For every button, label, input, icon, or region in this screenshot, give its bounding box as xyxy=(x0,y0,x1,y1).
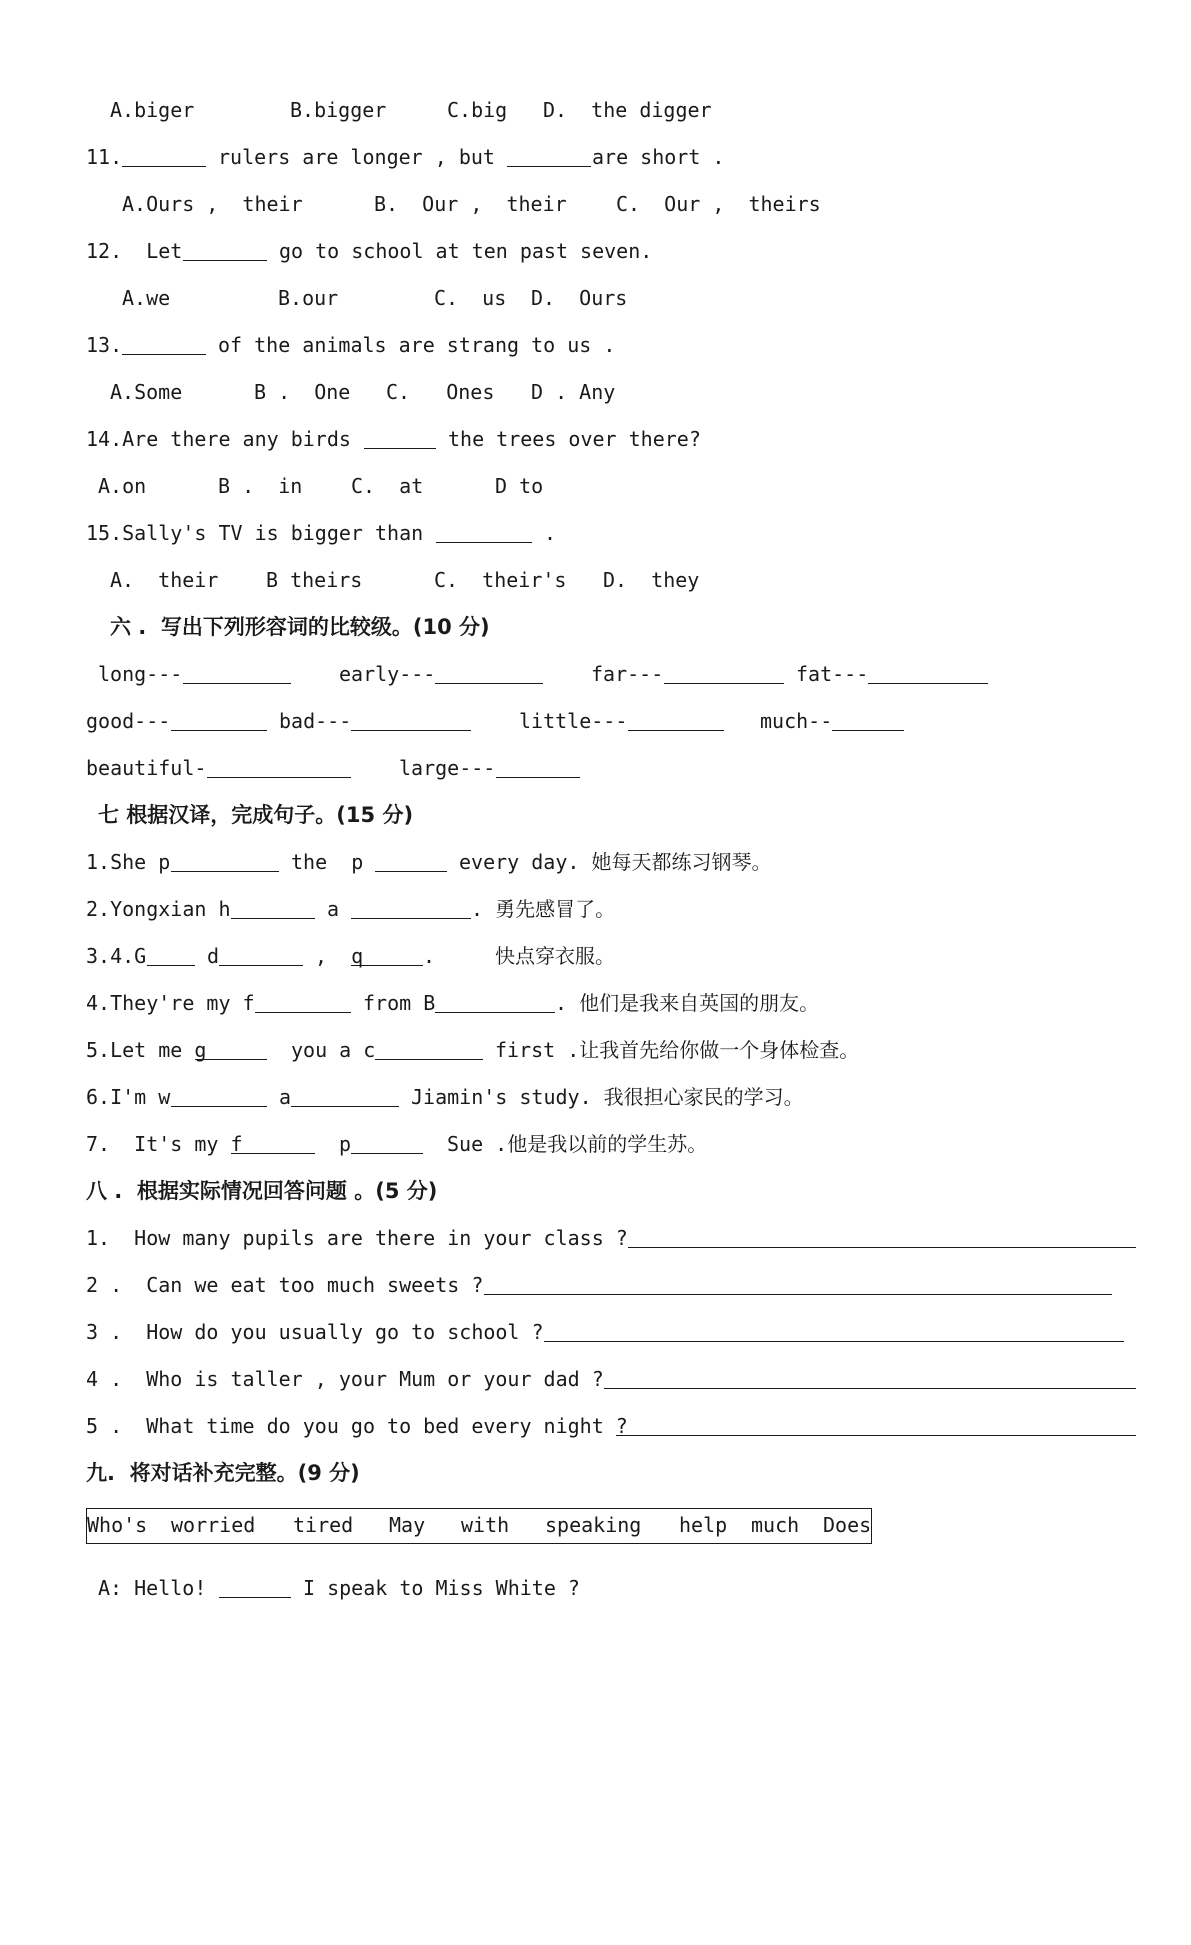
section-8-heading xyxy=(0,1171,438,1211)
sentence-1-blank-2[interactable] xyxy=(375,871,447,872)
adj-far: far--- xyxy=(591,662,664,686)
word-bank-item: worried xyxy=(171,1513,256,1537)
sentence-3-blank-2[interactable] xyxy=(219,965,303,966)
word-bank-box xyxy=(86,1508,872,1544)
question-4 xyxy=(0,1359,604,1399)
q12-option-b: B.our xyxy=(278,286,339,310)
sentence-7-text-3: Sue .他是我以前的学生苏。 xyxy=(447,1132,708,1156)
word-bank-words xyxy=(87,1505,872,1545)
sentence-4 xyxy=(0,983,820,1023)
sentence-7-blank-1[interactable] xyxy=(231,1153,315,1154)
q12-text-start: 12. Let xyxy=(86,239,183,263)
q13-number: 13. xyxy=(86,333,123,357)
q15-stem xyxy=(0,513,557,553)
q12-options xyxy=(0,278,628,318)
q11-option-c: C. Our , theirs xyxy=(616,192,821,216)
sentence-2 xyxy=(0,889,616,929)
adj-bad-blank[interactable] xyxy=(351,730,471,731)
word-bank-item: help xyxy=(679,1513,728,1537)
sentence-4-text-2: from B xyxy=(363,991,436,1015)
adj-far-blank[interactable] xyxy=(664,683,784,684)
sentence-6-text-2: a xyxy=(279,1085,292,1109)
q11-options xyxy=(0,184,821,224)
question-5-text: 5 . What time do you go to bed every night ? xyxy=(86,1414,628,1438)
sentence-5-blank-1[interactable] xyxy=(195,1059,267,1060)
adj-early-blank[interactable] xyxy=(435,683,543,684)
q13-text: of the animals are strang to us . xyxy=(218,333,616,357)
sentence-5-text-2: you a c xyxy=(291,1038,376,1062)
question-4-answer-line[interactable] xyxy=(604,1388,1136,1389)
q12-stem xyxy=(0,231,653,271)
q13-option-d: D . Any xyxy=(531,380,616,404)
question-1-text: 1. How many pupils are there in your class ? xyxy=(86,1226,628,1250)
section-6-heading xyxy=(0,607,490,647)
section-6-row-1 xyxy=(0,654,869,694)
adj-little: little--- xyxy=(519,709,628,733)
word-bank-item: Does xyxy=(823,1513,872,1537)
question-5-answer-line[interactable] xyxy=(616,1435,1136,1436)
sentence-1-text-3: every day. 她每天都练习钢琴。 xyxy=(459,850,772,874)
q11-stem xyxy=(0,137,725,177)
dialogue-a1-text-2: I speak to Miss White ? xyxy=(303,1576,580,1600)
sentence-3-text-2: d xyxy=(207,944,220,968)
q13-stem xyxy=(0,325,616,365)
adj-good-blank[interactable] xyxy=(171,730,267,731)
adj-good: good--- xyxy=(86,709,171,733)
word-bank-item: speaking xyxy=(545,1513,642,1537)
sentence-5-text-1: 5.Let me g xyxy=(86,1038,207,1062)
q12-text-end: go to school at ten past seven. xyxy=(279,239,653,263)
q15-option-b: B theirs xyxy=(266,568,363,592)
sentence-6 xyxy=(0,1077,804,1117)
question-2-answer-line[interactable] xyxy=(484,1294,1112,1295)
word-bank-item: Who's xyxy=(87,1513,148,1537)
q11-option-b: B. Our , their xyxy=(374,192,567,216)
word-bank-item: with xyxy=(461,1513,510,1537)
adj-large-blank[interactable] xyxy=(496,777,580,778)
q14-option-c: C. at xyxy=(351,474,424,498)
q13-option-b: B . One xyxy=(254,380,351,404)
sentence-7 xyxy=(0,1124,708,1164)
question-3-answer-line[interactable] xyxy=(544,1341,1124,1342)
section-9-heading-text: 九. 将对话补充完整。(9 分) xyxy=(86,1461,360,1485)
q10-option-a: A.biger xyxy=(110,98,195,122)
adj-bad: bad--- xyxy=(279,709,352,733)
q14-options xyxy=(0,466,544,506)
section-9-heading xyxy=(0,1453,360,1493)
sentence-2-blank-2[interactable] xyxy=(351,918,471,919)
q13-options xyxy=(0,372,616,412)
question-3-text: 3 . How do you usually go to school ? xyxy=(86,1320,544,1344)
section-6-row-3 xyxy=(0,748,496,788)
q10-option-d: D. the digger xyxy=(543,98,712,122)
sentence-3-text-4: . xyxy=(423,944,436,968)
section-7-heading-text: 七 根据汉译，完成句子。(15 分) xyxy=(98,803,414,827)
q14-option-a: A.on xyxy=(98,474,147,498)
q11-blank-1[interactable] xyxy=(122,166,206,167)
adj-large: large--- xyxy=(399,756,496,780)
sentence-7-text-2: p xyxy=(339,1132,352,1156)
sentence-1-blank-1[interactable] xyxy=(171,871,279,872)
adj-much-blank[interactable] xyxy=(832,730,904,731)
q14-text-start: 14.Are there any birds xyxy=(86,427,351,451)
question-1-answer-line[interactable] xyxy=(628,1247,1136,1248)
q10-option-c: C.big xyxy=(447,98,508,122)
adj-beautiful: beautiful- xyxy=(86,756,207,780)
question-4-text: 4 . Who is taller , your Mum or your dad ? xyxy=(86,1367,604,1391)
sentence-4-blank-1[interactable] xyxy=(255,1012,351,1013)
sentence-5-text-3: first .让我首先给你做一个身体检查。 xyxy=(495,1038,860,1062)
adj-long-blank[interactable] xyxy=(183,683,291,684)
q11-text-1: rulers are longer , but xyxy=(218,145,495,169)
sentence-4-blank-2[interactable] xyxy=(435,1012,555,1013)
sentence-5-blank-2[interactable] xyxy=(375,1059,483,1060)
adj-fat-blank[interactable] xyxy=(868,683,988,684)
word-bank-item: much xyxy=(751,1513,800,1537)
question-1 xyxy=(0,1218,628,1258)
q15-option-c: C. their's xyxy=(434,568,567,592)
sentence-6-blank-2[interactable] xyxy=(291,1106,399,1107)
sentence-5 xyxy=(0,1030,860,1070)
sentence-3-text-5: 快点穿衣服。 xyxy=(495,944,615,968)
sentence-2-blank-1[interactable] xyxy=(231,918,315,919)
q12-blank[interactable] xyxy=(183,260,267,261)
q14-text-end: the trees over there? xyxy=(448,427,701,451)
section-6-heading-text: 六 . 写出下列形容词的比较级。(10 分) xyxy=(110,615,490,639)
q12-option-a: A.we xyxy=(122,286,171,310)
q12-option-d: D. Ours xyxy=(531,286,628,310)
q15-option-a: A. their xyxy=(110,568,219,592)
question-5 xyxy=(0,1406,628,1446)
sentence-1 xyxy=(0,842,772,882)
question-3 xyxy=(0,1312,544,1352)
sentence-1-text-2: the p xyxy=(291,850,364,874)
q12-option-c: C. us xyxy=(434,286,507,310)
sentence-7-text-1: 7. It's my f xyxy=(86,1132,243,1156)
sentence-3-text-3: , q xyxy=(315,944,364,968)
adj-much: much-- xyxy=(760,709,833,733)
question-2-text: 2 . Can we eat too much sweets ? xyxy=(86,1273,484,1297)
q13-option-c: C. Ones xyxy=(386,380,495,404)
sentence-3 xyxy=(0,936,615,976)
q15-text-start: 15.Sally's TV is bigger than xyxy=(86,521,424,545)
q11-option-a: A.Ours , their xyxy=(122,192,303,216)
sentence-3-blank-3[interactable] xyxy=(351,965,423,966)
dialogue-a1-blank[interactable] xyxy=(219,1597,291,1598)
section-6-row-2 xyxy=(0,701,833,741)
sentence-3-text-1: 3.4.G xyxy=(86,944,147,968)
sentence-2-text-2: a xyxy=(327,897,340,921)
sentence-3-blank-1[interactable] xyxy=(147,965,195,966)
sentence-1-text-1: 1.She p xyxy=(86,850,171,874)
dialogue-a1-text-1: A: Hello! xyxy=(98,1576,207,1600)
sentence-4-text-1: 4.They're my f xyxy=(86,991,255,1015)
sentence-2-text-1: 2.Yongxian h xyxy=(86,897,231,921)
q13-option-a: A.Some xyxy=(110,380,183,404)
adj-little-blank[interactable] xyxy=(628,730,724,731)
sentence-6-text-1: 6.I'm w xyxy=(86,1085,171,1109)
sentence-2-text-3: . 勇先感冒了。 xyxy=(471,897,616,921)
q11-blank-2[interactable] xyxy=(507,166,591,167)
word-bank-item: tired xyxy=(293,1513,354,1537)
q10-option-b: B.bigger xyxy=(290,98,387,122)
q14-blank[interactable] xyxy=(364,448,436,449)
q14-option-b: B . in xyxy=(218,474,303,498)
sentence-7-blank-2[interactable] xyxy=(351,1153,423,1154)
adj-beautiful-blank[interactable] xyxy=(207,777,351,778)
q11-number: 11. xyxy=(86,145,123,169)
q15-text-end: . xyxy=(544,521,557,545)
q10-options xyxy=(0,90,712,130)
q11-text-2: are short . xyxy=(592,145,725,169)
section-8-heading-text: 八 . 根据实际情况回答问题 。(5 分) xyxy=(86,1179,438,1203)
q15-option-d: D. they xyxy=(603,568,700,592)
sentence-4-text-3: . 他们是我来自英国的朋友。 xyxy=(555,991,820,1015)
sentence-6-text-3: Jiamin's study. 我很担心家民的学习。 xyxy=(411,1085,804,1109)
section-7-heading xyxy=(0,795,414,835)
q14-stem xyxy=(0,419,701,459)
adj-long: long--- xyxy=(98,662,183,686)
q15-options xyxy=(0,560,700,600)
word-bank-item: May xyxy=(389,1513,426,1537)
q14-option-d: D to xyxy=(495,474,544,498)
question-2 xyxy=(0,1265,484,1305)
adj-fat: fat--- xyxy=(796,662,869,686)
sentence-6-blank-1[interactable] xyxy=(171,1106,267,1107)
q13-blank[interactable] xyxy=(122,354,206,355)
dialogue-line-a1 xyxy=(0,1568,580,1608)
q15-blank[interactable] xyxy=(436,542,532,543)
adj-early: early--- xyxy=(339,662,436,686)
